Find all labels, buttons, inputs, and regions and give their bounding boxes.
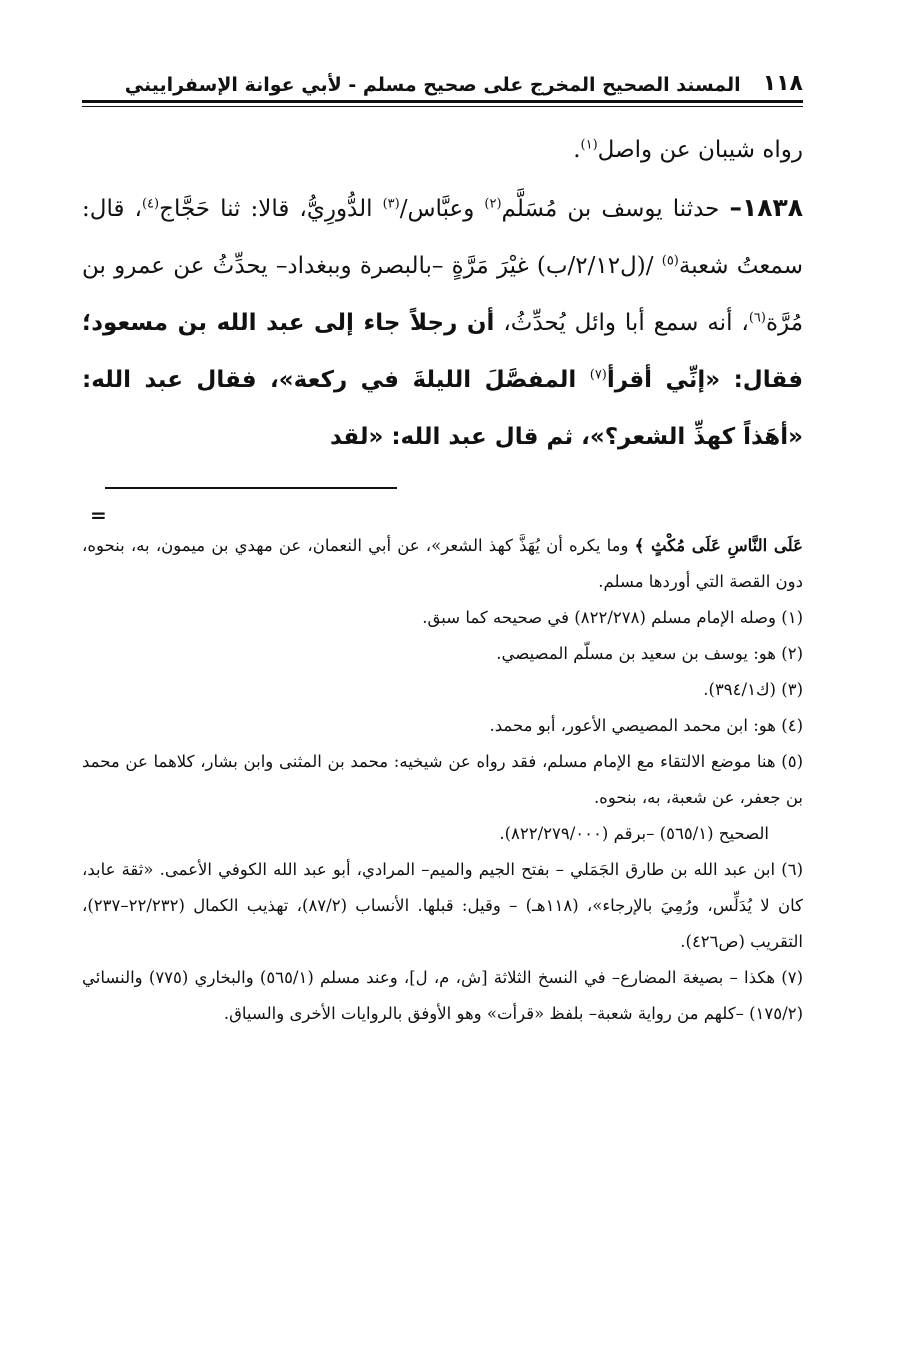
footnote-ref-3: (٣) <box>382 196 400 212</box>
intro-paragraph <box>82 122 803 179</box>
hadith-chain-6: ، أنه سمع أبا وائل يُحدِّثُ، <box>494 310 749 336</box>
running-title: المسند الصحيح المخرج على صحيح مسلم - لأبي عوانة الإسفراييني <box>124 74 741 96</box>
footnote-5: (٥) هنا موضع الالتقاء مع الإمام مسلم، فقد رواه عن شيخيه: محمد بن المثنى وابن بشار، كلاهما عن محمد بن جعفر، عن شعبة، به، بنحوه. <box>82 752 803 807</box>
intro-text: رواه شيبان عن واصل <box>597 137 803 163</box>
footnote-separator <box>105 487 397 489</box>
footnote-7: (٧) هكذا – بصيغة المضارع– في النسخ الثلاثة [ش، م، ل]، وعند مسلم (٥٦٥/١) والبخاري (٧٧٥) والنسائي (١٧٥/٢) –كلهم من رواية شعبة– بلفظ «قرأت» وهو الأوفق بالروايات الأخرى والسياق. <box>82 968 804 1023</box>
hadith-matn-1: أن رجلاً جاء إلى عبد الله بن مسعود؛ فقال: «إنِّي أقرأ <box>82 310 804 393</box>
page-number: ١١٨ <box>762 71 803 96</box>
footnote-ref-2: (٢) <box>484 196 502 212</box>
footnote-4: (٤) هو: ابن محمد المصيصي الأعور، أبو محمد. <box>489 716 803 735</box>
main-text <box>82 122 803 466</box>
quran-verse: عَلَى النَّاسِ عَلَى مُكْثٍ ﴾ <box>634 536 803 555</box>
footnote-ref-5: (٥) <box>661 253 679 269</box>
hadith-matn-2: المفصَّلَ الليلةَ في ركعة»، فقال عبد الله: «أهَذاً كهذِّ الشعر؟»، ثم قال عبد الله: «لقد <box>82 367 803 450</box>
footnote-5-source: الصحيح (٥٦٥/١) –برقم (٨٢٢/٢٧٩/٠٠٠). <box>499 824 769 843</box>
hadith-paragraph <box>82 179 803 466</box>
footnote-6: (٦) ابن عبد الله بن طارق الجَمَلي – بفتح الجيم والميم– المرادي، أبو عبد الله الكوفي الأعمى. «ثقة عابد، كان لا يُدَلِّس، ورُمِيَ بالإرجاء»، (١١٨هـ) – وقيل: قبلها. الأنساب (٨٧/٢)، تهذيب الكمال (٢٢/٢٣٢–٢٣٧)، التقريب (ص٤٢٦). <box>82 860 803 951</box>
footnotes <box>82 528 803 1032</box>
hadith-chain-3: الدُّورِيُّ، قالا: ثنا حَجَّاج <box>159 196 383 222</box>
header-rule-thin <box>82 106 803 107</box>
footnote-continuation-text: وما يكره أن يُهَذَّ كهذ الشعر»، عن أبي النعمان، عن مهدي بن ميمون، به، بنحوه، دون القصة التي أوردها مسلم. <box>82 536 803 591</box>
header-rule-thick <box>82 100 803 103</box>
footnote-ref-4: (٤) <box>141 196 160 212</box>
footnote-2: (٢) هو: يوسف بن سعيد بن مسلّم المصيصي. <box>496 644 803 663</box>
hadith-number: ١٨٣٨– <box>729 193 804 222</box>
hadith-chain-1: حدثنا يوسف بن مُسَلَّم <box>501 196 730 222</box>
continuation-mark: = <box>90 503 107 527</box>
footnote-1: (١) وصله الإمام مسلم (٨٢٢/٢٧٨) في صحيحه كما سبق. <box>422 608 803 627</box>
footnote-ref-7: (٧) <box>589 367 607 383</box>
footnote-3: (٣) (ك٣٩٤/١). <box>703 680 803 699</box>
footnote-ref-1: (١) <box>580 137 598 153</box>
hadith-chain-4: ، قال: سمعتُ شعبة <box>82 196 804 279</box>
hadith-chain-2: وعبَّاس/ <box>399 196 485 222</box>
hadith-chain-5: /(ل٢/١٢/ب) غيْرَ مَرَّةٍ –بالبصرة وببغداد– يحدِّثُ عن عمرو بن مُرَّة <box>82 253 804 336</box>
page-header <box>82 62 803 96</box>
footnote-ref-6: (٦) <box>748 310 766 326</box>
intro-end: . <box>573 137 581 163</box>
footnote-continuation <box>82 528 803 600</box>
